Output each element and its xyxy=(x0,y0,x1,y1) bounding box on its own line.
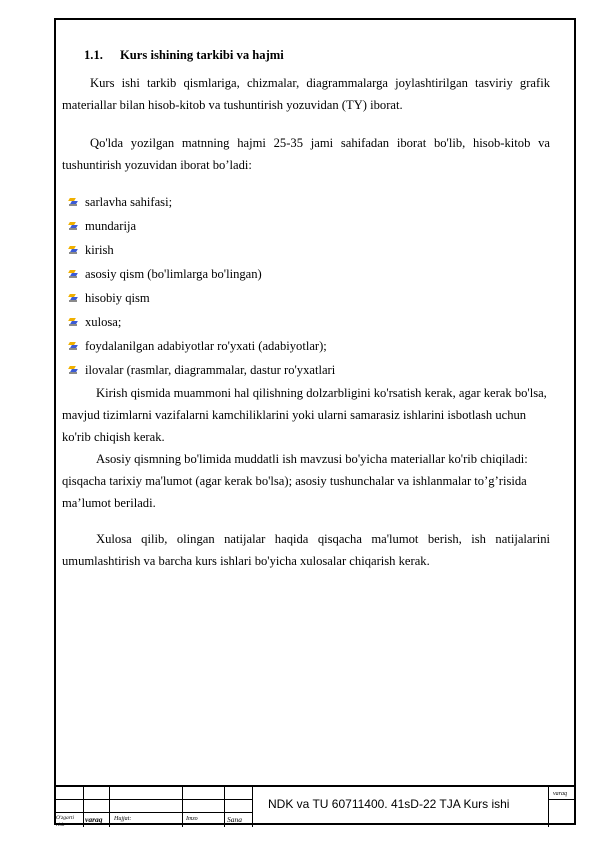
document-title: NDK va TU 60711400. 41sD-22 TJA Kurs ishi xyxy=(268,797,510,811)
bullet-icon xyxy=(68,317,78,327)
list-item xyxy=(68,334,335,358)
paragraph-conclusion: Xulosa qilib, olingan natijalar haqida qisqacha ma'lumot berish, ish natijalarini umumlashtirish va barcha kurs ishlari bo'yicha xulosalar chiqarish kerak. xyxy=(62,532,550,568)
bullet-icon xyxy=(68,197,78,207)
title-block xyxy=(54,785,576,827)
list-item xyxy=(68,262,335,286)
stamp-divider xyxy=(182,787,183,827)
list-item-text: xulosa; xyxy=(85,315,122,329)
bullet-icon xyxy=(68,221,78,231)
bullet-icon xyxy=(68,365,78,375)
stamp-signature-label: Imzo xyxy=(186,816,198,822)
list-item-text: asosiy qism (bo'limlarga bo'lingan) xyxy=(85,267,262,281)
list-item xyxy=(68,310,335,334)
section-heading xyxy=(84,48,284,63)
stamp-sheet-label: varaq xyxy=(85,815,103,824)
stamp-row-line xyxy=(54,812,252,813)
bullet-icon xyxy=(68,269,78,279)
bullet-icon xyxy=(68,341,78,351)
list-item xyxy=(68,190,335,214)
stamp-row-line xyxy=(548,799,576,800)
contents-list xyxy=(68,190,335,382)
list-item-text: hisobiy qism xyxy=(85,291,150,305)
list-item xyxy=(68,358,335,382)
list-item xyxy=(68,238,335,262)
bullet-icon xyxy=(68,245,78,255)
stamp-divider xyxy=(548,787,549,827)
list-item-text: mundarija xyxy=(85,219,137,233)
list-item-text: sarlavha sahifasi; xyxy=(85,195,173,209)
paragraph-intro: Kurs ishi tarkib qismlariga, chizmalar, diagrammalarga joylashtirilgan tasviriy grafik materiallar bilan hisob-kitob va tushuntirish yozuvidan (TY) iborat. xyxy=(62,76,550,112)
stamp-date-label: Sana xyxy=(227,815,242,824)
stamp-row-line xyxy=(54,799,252,800)
stamp-divider xyxy=(252,787,253,827)
stamp-divider xyxy=(83,787,84,827)
paragraph-main-part: Asosiy qismning bo'limida muddatli ish mavzusi bo'yicha materiallar ko'rib chiqiladi: qisqacha tarixiy ma'lumot (agar kerak bo'lsa); asosiy tushunchalar va ishlanmalar to’g’risida ma’lumot beriladi. xyxy=(62,452,528,510)
paragraph-volume: Qo'lda yozilgan matnning hajmi 25-35 jami sahifadan iborat bo'lib, hisob-kitob va tushuntirish yozuvidan iborat bo’ladi: xyxy=(62,136,550,172)
stamp-divider xyxy=(224,787,225,827)
bullet-icon xyxy=(68,293,78,303)
list-item-text: foydalanilgan adabiyotlar ro'yxati (adabiyotlar); xyxy=(85,339,327,353)
stamp-sheet-corner-label: varaq xyxy=(553,791,567,797)
stamp-divider xyxy=(109,787,110,827)
section-number: 1.1. xyxy=(84,48,103,62)
list-item xyxy=(68,214,335,238)
paragraph-introduction-part: Kirish qismida muammoni hal qilishning dolzarbligini ko'rsatish kerak, agar kerak bo'lsa, mavjud tizimlarni vazifalarni kamchiliklarini yoki ularni samarasiz ishlarini isbotlash uchun ko'rib chiqish kerak. xyxy=(62,386,547,444)
stamp-document-label: Hujjat: xyxy=(114,816,132,822)
stamp-change-label: O'zgarti rish xyxy=(56,815,74,828)
list-item-text: kirish xyxy=(85,243,114,257)
list-item xyxy=(68,286,335,310)
section-title: Kurs ishining tarkibi va hajmi xyxy=(120,48,284,62)
list-item-text: ilovalar (rasmlar, diagrammalar, dastur ro'yxatlari xyxy=(85,363,336,377)
